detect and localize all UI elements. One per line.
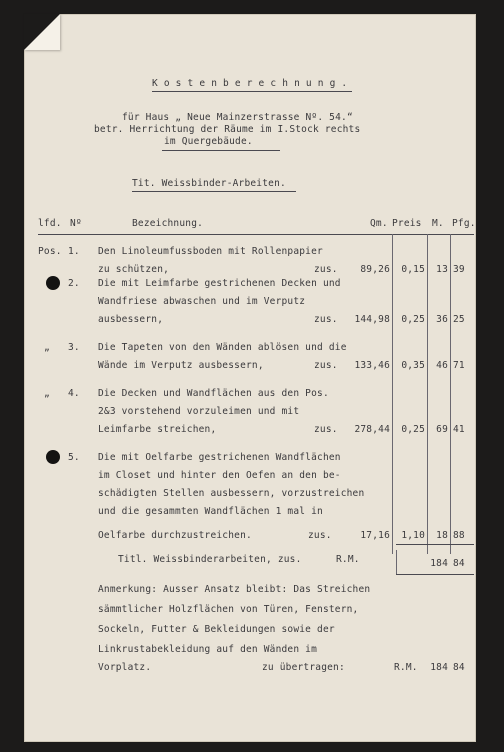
row-text-line: schädigten Stellen ausbessern, vorzustreichen [98, 488, 365, 499]
total-pfg: 84 [453, 558, 465, 569]
row-lfd: „ [44, 388, 50, 399]
row-pfg: 71 [453, 360, 465, 371]
row-lfd: Pos. [38, 246, 62, 257]
row-unit: zus. [314, 264, 338, 275]
row-number: 5. [68, 452, 80, 463]
row-pfg: 25 [453, 314, 465, 325]
note-line: Anmerkung: Ausser Ansatz bleibt: Das Streichen [98, 584, 371, 595]
row-qm: 89,26 [360, 264, 390, 275]
row-text-line: Die Tapeten von den Wänden ablösen und die [98, 342, 347, 353]
row-text-line: Die mit Oelfarbe gestrichenen Wandflächen [98, 452, 341, 463]
row-text-line: und die gesammten Wandflächen 1 mal in [98, 506, 323, 517]
row-unit: zus. [314, 314, 338, 325]
total-currency: R.M. [336, 554, 360, 565]
note-line: Linkrustabekleidung auf den Wänden im [98, 644, 318, 655]
total-box-bottom [396, 574, 474, 575]
row-m: 18 [436, 530, 448, 541]
row-lfd: „ [44, 342, 50, 353]
document-page [24, 14, 476, 742]
col-qm: Qm. [370, 218, 388, 229]
total-label: Titl. Weissbinderarbeiten, zus. [118, 554, 302, 565]
separator-m-pfg [450, 234, 451, 554]
punch-hole-top [46, 276, 60, 290]
row-qm: 133,46 [354, 360, 390, 371]
row-unit: zus. [314, 360, 338, 371]
row-text-line: Wandfriese abwaschen und im Verputz [98, 296, 306, 307]
row-pfg: 88 [453, 530, 465, 541]
row-unit: zus. [314, 424, 338, 435]
row-preis: 0,25 [401, 314, 425, 325]
note-line: sämmtlicher Holzflächen von Türen, Fenstern, [98, 604, 359, 615]
header-rule [38, 234, 474, 235]
subtitle-line-3: im Quergebäude. [164, 136, 253, 147]
row-preis: 0,35 [401, 360, 425, 371]
punch-hole-bottom [46, 450, 60, 464]
note-line: Sockeln, Futter & Bekleidungen sowie der [98, 624, 335, 635]
row-text-line: Die Decken und Wandflächen aus den Pos. [98, 388, 329, 399]
note-last-line: Vorplatz. [98, 662, 152, 673]
total-m: 184 [430, 558, 448, 569]
row-number: 4. [68, 388, 80, 399]
carry-over-pfg: 84 [453, 662, 465, 673]
col-pfg: Pfg. [452, 218, 476, 229]
row-text-line: Leimfarbe streichen, [98, 424, 217, 435]
row-text-line: zu schützen, [98, 264, 170, 275]
row-text-line: Oelfarbe durchzustreichen. [98, 530, 252, 541]
separator-preis-m [427, 234, 428, 554]
row-qm: 144,98 [354, 314, 390, 325]
row-m: 13 [436, 264, 448, 275]
row-unit: zus. [308, 530, 332, 541]
col-m: M. [432, 218, 444, 229]
row-pfg: 39 [453, 264, 465, 275]
document-title: K o s t e n b e r e c h n u n g . [152, 78, 348, 89]
carry-over-m: 184 [430, 662, 448, 673]
row-qm: 17,16 [360, 530, 390, 541]
carry-over-currency: R.M. [394, 662, 418, 673]
row-text-line: Den Linoleumfussboden mit Rollenpapier [98, 246, 323, 257]
col-lfd: lfd. [38, 218, 62, 229]
col-nr: Nº [70, 218, 82, 229]
col-description: Bezeichnung. [132, 218, 204, 229]
row-text-line: Wände im Verputz ausbessern, [98, 360, 264, 371]
row-preis: 0,25 [401, 424, 425, 435]
sum-rule [396, 544, 474, 545]
folded-corner [24, 14, 60, 50]
row-preis: 1,10 [401, 530, 425, 541]
title-underline [152, 91, 352, 92]
row-qm: 278,44 [354, 424, 390, 435]
subtitle-line-1: für Haus „ Neue Mainzerstrasse Nº. 54.“ [122, 112, 353, 123]
total-box-left [396, 550, 397, 574]
row-number: 1. [68, 246, 80, 257]
col-preis: Preis [392, 218, 422, 229]
row-text-line: 2&3 vorstehend vorzuleimen und mit [98, 406, 300, 417]
row-text-line: Die mit Leimfarbe gestrichenen Decken und [98, 278, 341, 289]
subtitle-underline [162, 150, 280, 151]
separator-qm-preis [392, 234, 393, 554]
section-title: Tit. Weissbinder-Arbeiten. [132, 178, 286, 189]
section-underline [132, 191, 296, 192]
row-pfg: 41 [453, 424, 465, 435]
row-m: 69 [436, 424, 448, 435]
row-m: 46 [436, 360, 448, 371]
subtitle-line-2: betr. Herrichtung der Räume im I.Stock rechts [94, 124, 361, 135]
row-number: 2. [68, 278, 80, 289]
row-text-line: im Closet und hinter den Oefen an den be- [98, 470, 341, 481]
row-m: 36 [436, 314, 448, 325]
row-preis: 0,15 [401, 264, 425, 275]
row-text-line: ausbessern, [98, 314, 164, 325]
row-number: 3. [68, 342, 80, 353]
carry-over-label: zu übertragen: [262, 662, 345, 673]
